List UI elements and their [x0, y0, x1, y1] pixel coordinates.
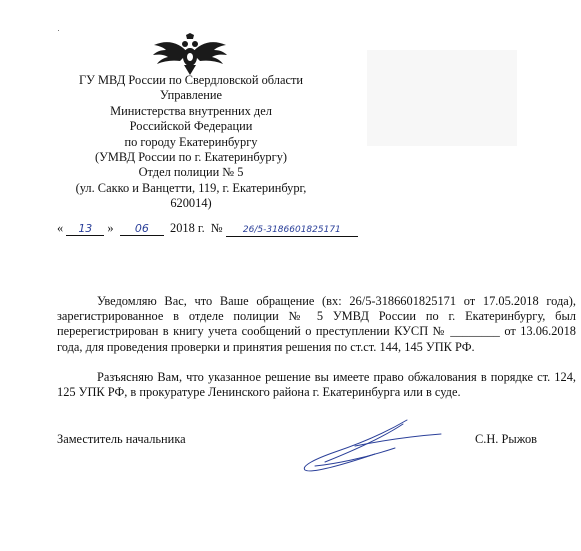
header-line: Отдел полиции № 5 — [138, 165, 244, 180]
quote-close: » — [107, 221, 114, 235]
header-line: ГУ МВД России по Свердловской области — [78, 73, 304, 87]
letter-body — [57, 294, 576, 400]
quote-open: « — [57, 221, 64, 235]
date-day: 13 — [66, 223, 104, 236]
signer-position: Заместитель начальника — [57, 432, 186, 446]
body-paragraph: Уведомляю Вас, что Ваше обращение (вх: 26/5-3186601825171 от 17.05.2018 года), зарегистрированное в отделе полиции № 5 УМВД России по г. Екатеринбургу, был перерегистрирован в книгу учета сообщений о преступлении КУСП № ________ от 13.06.2018 года, для проведения проверки и принятия решения по ст.ст. 144, 145 УПК РФ. — [57, 294, 576, 354]
scan-speck — [58, 30, 59, 31]
header-line: по городу Екатеринбургу — [124, 134, 258, 149]
eagle-emblem-icon — [150, 33, 230, 77]
date-year: 2018 г. — [170, 221, 205, 235]
handwritten-signature-icon — [295, 416, 445, 476]
header-line: Управление — [159, 88, 223, 103]
number-label: № — [210, 221, 223, 235]
header-line: (УМВД России по г. Екатеринбургу) — [94, 150, 288, 165]
header-line: (ул. Сакко и Ванцетти, 119, г. Екатеринбург, — [75, 180, 307, 195]
date-month: 06 — [120, 223, 164, 236]
header-line: Министерства внутренних дел — [110, 103, 272, 118]
signer-name: С.Н. Рыжов — [475, 432, 538, 446]
header-line: 620014) — [170, 196, 212, 211]
header-line: Российской Федерации — [129, 119, 253, 134]
body-paragraph: Разъясняю Вам, что указанное решение вы имеете право обжалования в порядке ст. 124, 125 УПК РФ, в прокуратуре Ленинского района г. Екатеринбурга или в суде. — [57, 369, 576, 400]
addressee-block — [367, 50, 517, 146]
document-number: 26/5-3186601825171 — [226, 224, 358, 237]
issuer-header — [52, 73, 330, 212]
document-date-line — [57, 221, 358, 237]
